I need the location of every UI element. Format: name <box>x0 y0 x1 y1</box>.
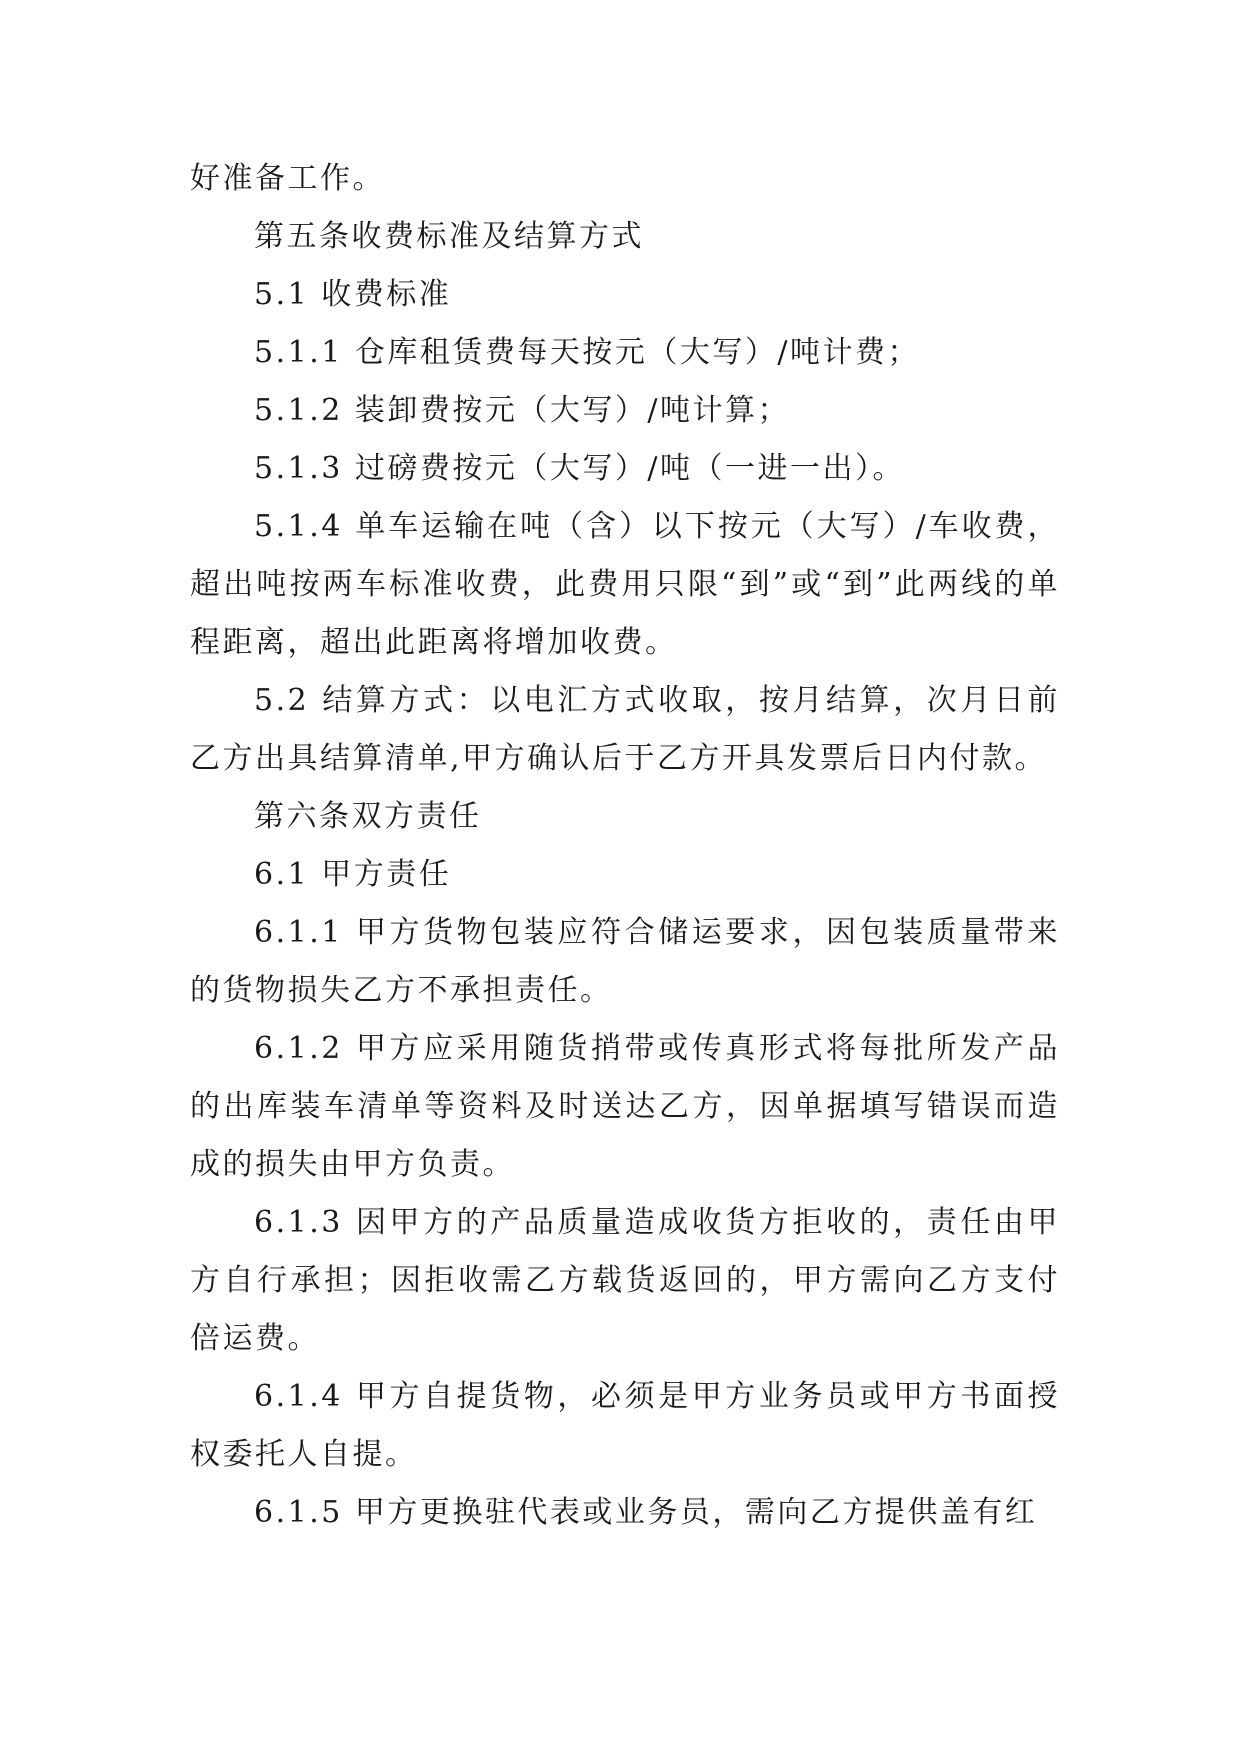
clause-5-1-4: 5.1.4 单车运输在吨（含）以下按元（大写）/车收费，超出吨按两车标准收费，此费用只限“到”或“到”此两线的单程距离，超出此距离将增加收费。 <box>190 509 1060 660</box>
section-6-1-heading: 6.1 甲方责任 <box>254 857 452 892</box>
clause-6-1-4: 6.1.4 甲方自提货物，必须是甲方业务员或甲方书面授权委托人自提。 <box>190 1379 1060 1472</box>
article-6-heading: 第六条双方责任 <box>254 799 482 834</box>
clause-5-2: 5.2 结算方式：以电汇方式收取，按月结算，次月日前乙方出具结算清单,甲方确认后于乙方开具发票后日内付款。 <box>190 683 1060 776</box>
article-5-heading: 第五条收费标准及结算方式 <box>254 219 644 254</box>
clause-6-1-2: 6.1.2 甲方应采用随货捎带或传真形式将每批所发产品的出库装车清单等资料及时送达乙方，因单据填写错误而造成的损失由甲方负责。 <box>190 1031 1060 1182</box>
clause-5-1-3: 5.1.3 过磅费按元（大写）/吨（一进一出）。 <box>254 451 905 486</box>
clause-5-1-1: 5.1.1 仓库租赁费每天按元（大写）/吨计费； <box>254 335 920 370</box>
clause-6-1-3: 6.1.3 因甲方的产品质量造成收货方拒收的，责任由甲方自行承担；因拒收需乙方载货返回的，甲方需向乙方支付倍运费。 <box>190 1205 1060 1356</box>
paragraph-continuation: 好准备工作。 <box>190 161 385 196</box>
section-5-1-heading: 5.1 收费标准 <box>254 277 452 312</box>
document-body <box>190 150 1060 1542</box>
clause-5-1-2: 5.1.2 装卸费按元（大写）/吨计算； <box>254 393 790 428</box>
clause-6-1-5: 6.1.5 甲方更换驻代表或业务员，需向乙方提供盖有红 <box>254 1495 1038 1530</box>
clause-6-1-1: 6.1.1 甲方货物包装应符合储运要求，因包装质量带来的货物损失乙方不承担责任。 <box>190 915 1060 1008</box>
